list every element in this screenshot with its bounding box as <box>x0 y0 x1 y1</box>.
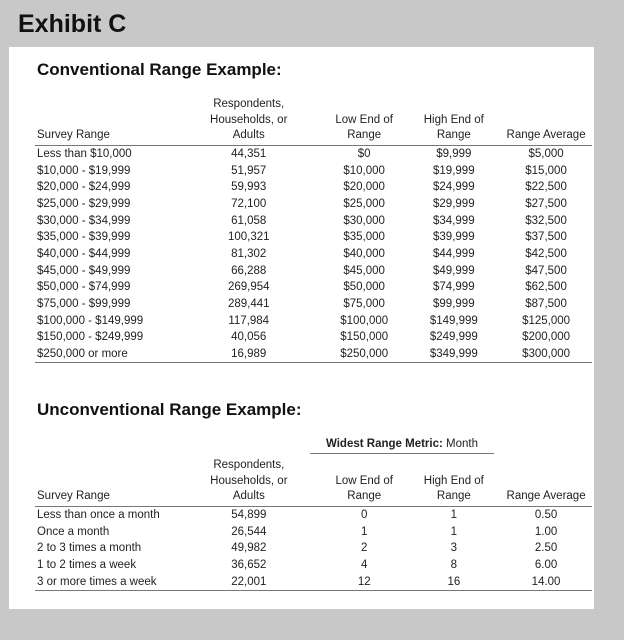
survey-range-cell: $45,000 - $49,999 <box>37 264 131 277</box>
low-end-cell: $20,000 <box>343 181 385 194</box>
table-row <box>35 329 592 346</box>
high-end-cell: $74,999 <box>433 281 475 294</box>
range-average-cell: $200,000 <box>522 331 571 344</box>
survey-range-cell: $25,000 - $29,999 <box>37 197 131 210</box>
range-average-cell: 1.00 <box>534 525 558 538</box>
survey-range-cell: $250,000 or more <box>35 346 177 363</box>
high-end-cell: 1 <box>450 525 458 538</box>
low-end-header-line2: Range <box>321 128 408 145</box>
high-end-header-line2: Range <box>408 489 501 506</box>
unconventional-table <box>35 458 592 591</box>
high-end-cell: $34,999 <box>433 214 475 227</box>
respondents-header-line2: Households, or <box>210 113 288 126</box>
unconventional-section-title: Unconventional Range Example: <box>37 400 302 419</box>
table-row <box>35 346 592 363</box>
low-end-cell: $45,000 <box>343 264 385 277</box>
table-row <box>35 229 592 246</box>
respondents-header-line3: Adults <box>177 489 321 506</box>
respondents-cell: 51,957 <box>231 164 267 177</box>
respondents-cell: 117,984 <box>228 314 270 327</box>
table-row <box>35 312 592 329</box>
high-end-cell: $39,999 <box>433 231 475 244</box>
high-end-cell: $29,999 <box>433 197 475 210</box>
table-row <box>35 296 592 313</box>
table-row <box>35 212 592 229</box>
high-end-cell: $19,999 <box>433 164 475 177</box>
table-row <box>35 179 592 196</box>
range-average-header: Range Average <box>500 128 592 145</box>
survey-range-cell: 1 to 2 times a week <box>37 558 137 571</box>
respondents-cell: 72,100 <box>231 197 267 210</box>
high-end-cell: 16 <box>408 573 501 590</box>
table-row <box>35 246 592 263</box>
range-average-cell: $87,500 <box>525 298 567 311</box>
respondents-cell: 22,001 <box>177 573 321 590</box>
high-end-cell: $349,999 <box>408 346 501 363</box>
survey-range-cell: Once a month <box>37 525 110 538</box>
range-average-cell: $62,500 <box>525 281 567 294</box>
high-end-cell: $99,999 <box>433 298 475 311</box>
table-row <box>35 540 592 557</box>
survey-range-header: Survey Range <box>35 128 177 145</box>
range-average-cell: 0.50 <box>534 508 558 521</box>
high-end-header-line1: High End of <box>423 474 484 487</box>
respondents-cell: 100,321 <box>227 231 270 244</box>
respondents-cell: 16,989 <box>177 346 321 363</box>
low-end-header-line1: Low End of <box>335 113 393 126</box>
survey-range-cell: 2 to 3 times a month <box>37 542 142 555</box>
table-row <box>35 506 592 523</box>
table-row <box>35 196 592 213</box>
respondents-header-line1: Respondents, <box>213 459 285 471</box>
survey-range-cell: 3 or more times a week <box>35 573 177 590</box>
high-end-cell: $9,999 <box>436 147 472 160</box>
range-average-cell: $5,000 <box>528 147 564 160</box>
high-end-header-line1: High End of <box>423 113 484 126</box>
high-end-cell: $24,999 <box>433 181 475 194</box>
high-end-cell: 8 <box>450 558 458 571</box>
range-average-cell: $15,000 <box>525 164 567 177</box>
respondents-cell: 59,993 <box>231 181 267 194</box>
range-average-cell: 2.50 <box>534 542 558 555</box>
high-end-cell: $49,999 <box>433 264 475 277</box>
range-average-cell: $27,500 <box>525 197 567 210</box>
respondents-header-line3: Adults <box>177 128 321 145</box>
exhibit-title: Exhibit C <box>18 10 127 38</box>
range-average-cell: $42,500 <box>525 247 567 260</box>
survey-range-cell: $10,000 - $19,999 <box>37 164 131 177</box>
range-average-cell: 6.00 <box>534 558 558 571</box>
range-average-cell: $32,500 <box>525 214 567 227</box>
low-end-cell: $250,000 <box>321 346 408 363</box>
table-row <box>35 557 592 574</box>
survey-range-cell: Less than $10,000 <box>37 147 132 160</box>
survey-range-header: Survey Range <box>35 489 177 506</box>
low-end-cell: 0 <box>361 508 368 521</box>
unconventional-table-body <box>35 506 592 590</box>
range-average-header: Range Average <box>500 489 592 506</box>
respondents-cell: 44,351 <box>231 147 267 160</box>
conventional-table-body <box>35 145 592 363</box>
range-average-cell: $37,500 <box>525 231 567 244</box>
respondents-header-line2: Households, or <box>210 474 288 487</box>
table-row <box>35 279 592 296</box>
survey-range-cell: Less than once a month <box>37 508 160 521</box>
conventional-table <box>35 97 592 363</box>
low-end-cell: $25,000 <box>343 197 385 210</box>
low-end-cell: $150,000 <box>340 331 389 344</box>
low-end-cell: 1 <box>361 525 368 538</box>
survey-range-cell: $50,000 - $74,999 <box>37 281 131 294</box>
survey-range-cell: $40,000 - $44,999 <box>37 247 131 260</box>
survey-range-cell: $35,000 - $39,999 <box>37 231 131 244</box>
respondents-cell: 40,056 <box>231 331 267 344</box>
high-end-header-line2: Range <box>408 128 501 145</box>
high-end-cell: $249,999 <box>429 331 478 344</box>
low-end-header-line2: Range <box>321 489 408 506</box>
low-end-cell: $75,000 <box>343 298 385 311</box>
low-end-cell: $30,000 <box>343 214 385 227</box>
high-end-cell: 3 <box>450 542 458 555</box>
respondents-header-line1: Respondents, <box>213 98 285 110</box>
respondents-cell: 81,302 <box>231 247 267 260</box>
low-end-cell: 4 <box>361 558 368 571</box>
range-average-cell: $300,000 <box>500 346 592 363</box>
table-row <box>35 262 592 279</box>
widest-range-metric-value: Month <box>446 438 478 450</box>
survey-range-cell: $100,000 - $149,999 <box>37 314 144 327</box>
low-end-cell: 12 <box>321 573 408 590</box>
range-average-cell: 14.00 <box>500 573 592 590</box>
table-row <box>35 145 592 162</box>
table-row <box>35 162 592 179</box>
respondents-cell: 26,544 <box>231 525 267 538</box>
respondents-cell: 49,982 <box>231 542 267 555</box>
respondents-cell: 61,058 <box>231 214 267 227</box>
low-end-cell: $40,000 <box>343 247 385 260</box>
low-end-cell: $100,000 <box>340 314 389 327</box>
respondents-cell: 269,954 <box>227 281 270 294</box>
survey-range-cell: $150,000 - $249,999 <box>37 331 144 344</box>
range-average-cell: $22,500 <box>525 181 567 194</box>
low-end-cell: $35,000 <box>343 231 385 244</box>
conventional-section-title: Conventional Range Example: <box>37 60 282 79</box>
respondents-cell: 289,441 <box>227 298 270 311</box>
high-end-cell: $149,999 <box>429 314 478 327</box>
survey-range-cell: $75,000 - $99,999 <box>37 298 131 311</box>
respondents-cell: 54,899 <box>231 508 267 521</box>
widest-range-metric <box>310 438 494 454</box>
table-row <box>35 523 592 540</box>
respondents-cell: 36,652 <box>231 558 267 571</box>
survey-range-cell: $20,000 - $24,999 <box>37 181 131 194</box>
low-end-cell: $10,000 <box>343 164 385 177</box>
low-end-header-line1: Low End of <box>335 474 393 487</box>
high-end-cell: 1 <box>450 508 458 521</box>
high-end-cell: $44,999 <box>433 247 475 260</box>
range-average-cell: $47,500 <box>525 264 567 277</box>
respondents-cell: 66,288 <box>231 264 267 277</box>
widest-range-metric-label: Widest Range Metric: <box>325 438 443 450</box>
low-end-cell: $50,000 <box>343 281 385 294</box>
table-row <box>35 573 592 590</box>
low-end-cell: $0 <box>357 147 371 160</box>
low-end-cell: 2 <box>361 542 368 555</box>
range-average-cell: $125,000 <box>522 314 571 327</box>
survey-range-cell: $30,000 - $34,999 <box>37 214 131 227</box>
